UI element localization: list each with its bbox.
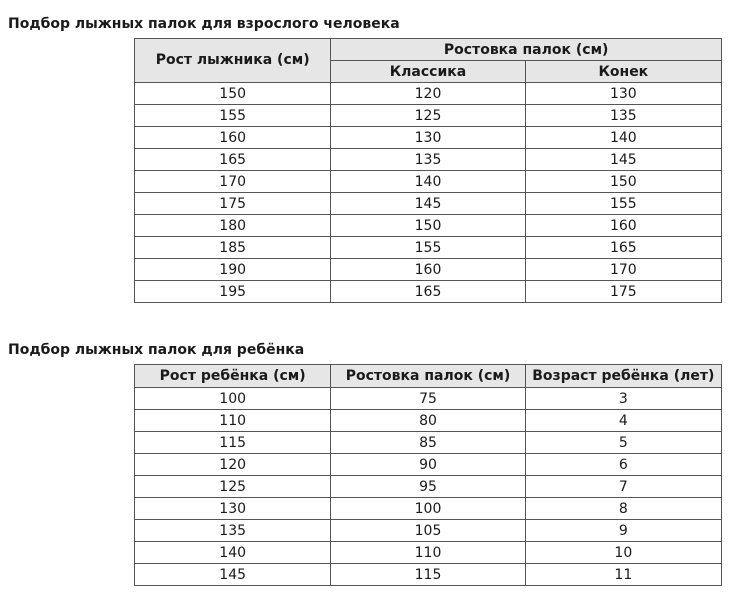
classic-pole-cell: 160 (331, 259, 525, 281)
skate-pole-cell: 160 (525, 215, 721, 237)
child-pole-cell: 75 (331, 388, 525, 410)
table-row (135, 564, 722, 586)
skate-pole-cell: 175 (525, 281, 721, 303)
child-age-cell: 6 (525, 454, 721, 476)
child-pole-cell: 90 (331, 454, 525, 476)
skate-pole-cell: 150 (525, 171, 721, 193)
table-row (135, 105, 722, 127)
table-row (135, 215, 722, 237)
classic-pole-cell: 165 (331, 281, 525, 303)
table-row (135, 410, 722, 432)
adult-poles-table (134, 38, 722, 303)
skate-pole-cell: 130 (525, 83, 721, 105)
skate-pole-cell: 145 (525, 149, 721, 171)
skier-height-cell: 190 (135, 259, 331, 281)
table-row (135, 193, 722, 215)
child-age-cell: 10 (525, 542, 721, 564)
skate-pole-cell: 165 (525, 237, 721, 259)
classic-pole-cell: 120 (331, 83, 525, 105)
classic-pole-cell: 135 (331, 149, 525, 171)
child-poles-table (134, 364, 722, 586)
child-height-cell: 140 (135, 542, 331, 564)
child-pole-cell: 100 (331, 498, 525, 520)
child-pole-cell: 80 (331, 410, 525, 432)
skate-pole-cell: 140 (525, 127, 721, 149)
table-row (135, 149, 722, 171)
skate-pole-cell: 170 (525, 259, 721, 281)
header-child-pole-length: Ростовка палок (см) (331, 365, 525, 388)
skate-pole-cell: 135 (525, 105, 721, 127)
table-row (135, 237, 722, 259)
table-row (135, 388, 722, 410)
child-height-cell: 135 (135, 520, 331, 542)
child-table-title: Подбор лыжных палок для ребёнка (8, 342, 305, 358)
header-child-height: Рост ребёнка (см) (135, 365, 331, 388)
child-height-cell: 110 (135, 410, 331, 432)
child-pole-cell: 95 (331, 476, 525, 498)
child-pole-cell: 110 (331, 542, 525, 564)
classic-pole-cell: 155 (331, 237, 525, 259)
skier-height-cell: 195 (135, 281, 331, 303)
adult-table-title: Подбор лыжных палок для взрослого человека (8, 16, 400, 32)
header-classic: Классика (331, 61, 525, 83)
child-pole-cell: 115 (331, 564, 525, 586)
child-age-cell: 7 (525, 476, 721, 498)
child-height-cell: 120 (135, 454, 331, 476)
table-row (135, 520, 722, 542)
child-age-cell: 9 (525, 520, 721, 542)
classic-pole-cell: 145 (331, 193, 525, 215)
child-age-cell: 5 (525, 432, 721, 454)
table-row (135, 542, 722, 564)
skier-height-cell: 170 (135, 171, 331, 193)
table-row (135, 498, 722, 520)
child-age-cell: 4 (525, 410, 721, 432)
skate-pole-cell: 155 (525, 193, 721, 215)
classic-pole-cell: 150 (331, 215, 525, 237)
table-row (135, 476, 722, 498)
skier-height-cell: 175 (135, 193, 331, 215)
table-row (135, 281, 722, 303)
child-height-cell: 130 (135, 498, 331, 520)
table-row (135, 127, 722, 149)
classic-pole-cell: 130 (331, 127, 525, 149)
skier-height-cell: 185 (135, 237, 331, 259)
header-child-age: Возраст ребёнка (лет) (525, 365, 721, 388)
header-skier-height: Рост лыжника (см) (135, 39, 331, 83)
skier-height-cell: 160 (135, 127, 331, 149)
skier-height-cell: 155 (135, 105, 331, 127)
table-row (135, 83, 722, 105)
child-pole-cell: 105 (331, 520, 525, 542)
header-pole-length-group: Ростовка палок (см) (331, 39, 722, 61)
skier-height-cell: 165 (135, 149, 331, 171)
skier-height-cell: 180 (135, 215, 331, 237)
child-height-cell: 115 (135, 432, 331, 454)
table-row (135, 454, 722, 476)
table-row (135, 259, 722, 281)
table-row (135, 432, 722, 454)
child-pole-cell: 85 (331, 432, 525, 454)
child-height-cell: 145 (135, 564, 331, 586)
child-table-body (135, 388, 722, 586)
child-height-cell: 125 (135, 476, 331, 498)
table-row (135, 171, 722, 193)
adult-table-body (135, 83, 722, 303)
classic-pole-cell: 140 (331, 171, 525, 193)
header-skate: Конек (525, 61, 721, 83)
child-age-cell: 11 (525, 564, 721, 586)
child-age-cell: 8 (525, 498, 721, 520)
child-age-cell: 3 (525, 388, 721, 410)
child-height-cell: 100 (135, 388, 331, 410)
classic-pole-cell: 125 (331, 105, 525, 127)
skier-height-cell: 150 (135, 83, 331, 105)
